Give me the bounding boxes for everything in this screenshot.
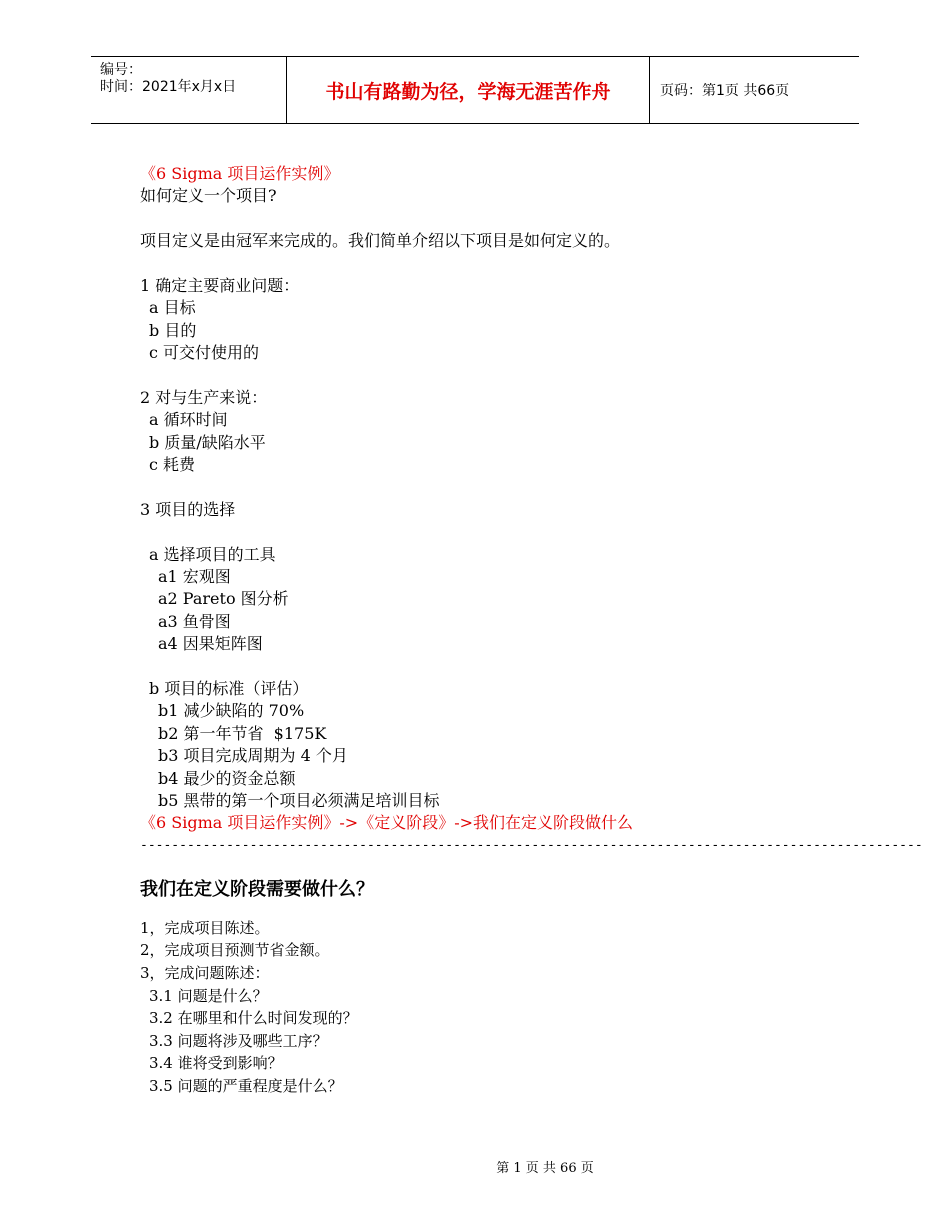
list-item: a 循环时间 [149,410,228,430]
breadcrumb-link[interactable]: 《6 Sigma 项目运作实例》->《定义阶段》->我们在定义阶段做什么 [140,813,634,833]
list-item: 3.2 在哪里和什么时间发现的？ [149,1009,358,1028]
list-item: c 耗费 [149,455,196,475]
list-item: b 目的 [149,320,197,340]
list-item: a 选择项目的工具 [149,544,276,564]
header-motto: 书山有路勤为径，学海无涯苦作舟 [287,57,650,123]
list-item: b 质量/缺陷水平 [149,432,266,452]
list-item: 3.1 问题是什么？ [149,986,268,1005]
list-item: a3 鱼骨图 [158,611,231,631]
question: 如何定义一个项目? [140,186,277,206]
intro-paragraph: 项目定义是由冠军来完成的。我们简单介绍以下项目是如何定义的。 [140,231,621,251]
section-heading: 我们在定义阶段需要做什么？ [140,878,374,900]
list-item: b1 减少缺陷的 70% [158,701,305,721]
page-footer: 第 1 页 共 66 页 [496,1161,594,1176]
list-item: a4 因果矩阵图 [158,634,263,654]
list-item: b5 黑带的第一个项目必须满足培训目标 [158,790,440,810]
header-meta [91,57,287,123]
time-label: 时间：2021年x月x日 [100,79,237,95]
separator: ---------------------------------------------------------------------------------------------------- [140,837,923,853]
list-item: b4 最少的资金总额 [158,768,296,788]
list-item: 2，完成项目预测节省金额。 [140,941,330,960]
document-body [140,163,923,1097]
list-item: a2 Pareto 图分析 [158,589,289,609]
list-item: a 目标 [149,298,196,318]
list-item: b 项目的标准（评估） [149,678,309,698]
section-1-heading: 1 确定主要商业问题： [140,275,300,295]
header-page-info: 页码：第1页 共66页 [660,83,790,99]
section-2-heading: 2 对与生产来说： [140,387,268,407]
list-item: c 可交付使用的 [149,343,260,363]
code-label: 编号： [100,62,142,78]
list-item: 3.3 问题将涉及哪些工序？ [149,1031,328,1050]
section-3-heading: 3 项目的选择 [140,499,236,519]
list-item: 3，完成问题陈述： [140,963,270,982]
list-item: a1 宏观图 [158,567,231,587]
page-header [91,56,859,124]
list-item: b2 第一年节省 $175K [158,723,327,743]
list-item: 3.5 问题的严重程度是什么？ [149,1076,343,1095]
list-item: 3.4 谁将受到影响？ [149,1054,283,1073]
list-item: b3 项目完成周期为 4 个月 [158,746,348,766]
title-link[interactable]: 《6 Sigma 项目运作实例》 [140,164,340,183]
list-item: 1，完成项目陈述。 [140,918,270,937]
